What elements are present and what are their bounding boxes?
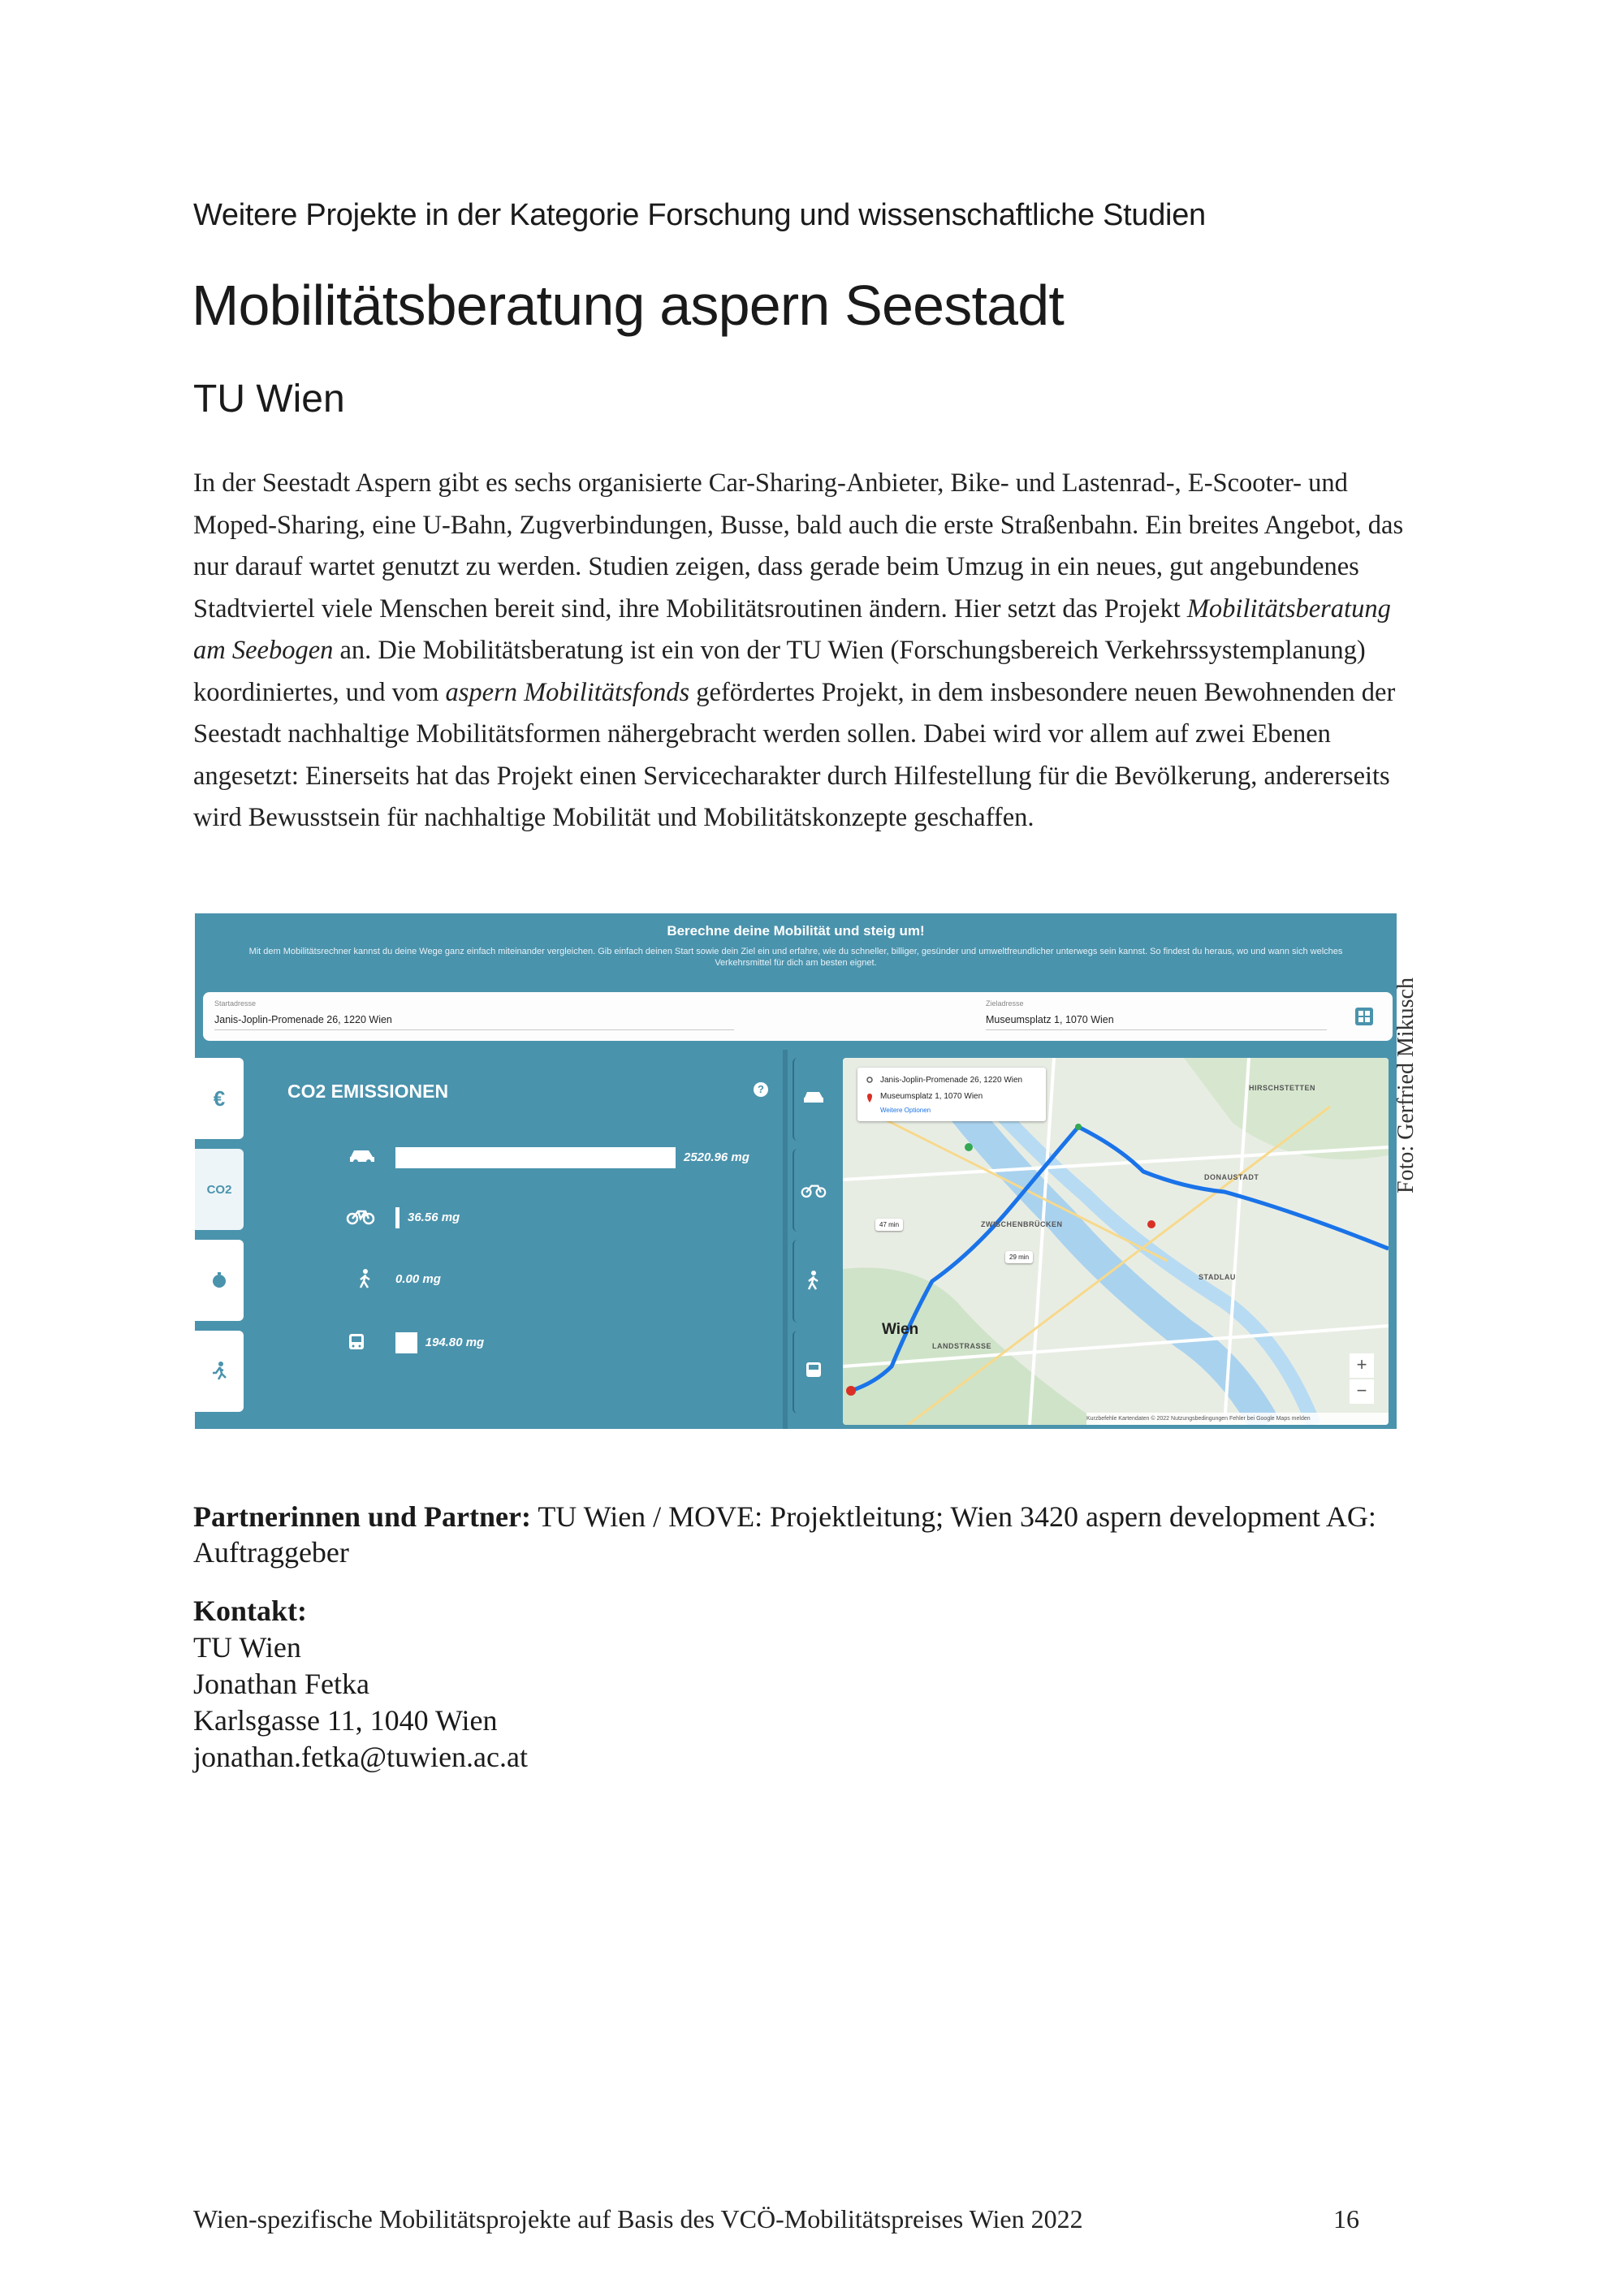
start-address-field[interactable] (203, 992, 771, 1041)
partners-text: TU Wien / MOVE: Projektleitung; Wien 3420 aspern development AG: Auftraggeber (193, 1500, 1376, 1569)
label-donaustadt: DONAUSTADT (1204, 1173, 1259, 1181)
car-icon (348, 1146, 377, 1165)
route-card[interactable] (857, 1068, 1046, 1121)
route-more-options[interactable]: Weitere Optionen (880, 1107, 931, 1114)
end-address-field[interactable] (771, 992, 1393, 1041)
route-time-chip-1[interactable]: 47 min (875, 1219, 903, 1231)
contact-email[interactable]: jonathan.fetka@tuwien.ac.at (193, 1741, 528, 1773)
project-title: Mobilitätsberatung aspern Seestadt (192, 274, 1065, 337)
label-landstrasse: LANDSTRASSE (932, 1342, 992, 1350)
fund-name-emphasis: aspern Mobilitätsfonds (445, 677, 690, 707)
calculator-screenshot (195, 913, 1397, 1429)
category-tabs (195, 1058, 245, 1429)
calculator-header (195, 913, 1397, 990)
zoom-out-button[interactable]: − (1350, 1379, 1374, 1404)
start-address-input[interactable]: Janis-Joplin-Promenade 26, 1220 Wien (214, 1014, 734, 1030)
value-walking: 0.00 mg (395, 1272, 441, 1286)
bar-car (395, 1147, 676, 1168)
help-icon[interactable]: ? (754, 1082, 768, 1097)
page-number: 16 (1333, 2204, 1359, 2233)
project-description (193, 463, 1427, 839)
route-start: Janis-Joplin-Promenade 26, 1220 Wien (880, 1076, 1023, 1085)
photo-credit: Foto: Gerfried Mikusch (1393, 978, 1419, 1193)
end-address-input[interactable]: Museumsplatz 1, 1070 Wien (986, 1014, 1327, 1030)
route-time-chip-2[interactable]: 29 min (1005, 1251, 1033, 1263)
contact-heading: Kontakt: (193, 1595, 308, 1627)
co2-panel (245, 1050, 783, 1429)
co2-panel-title: CO2 EMISSIONEN (287, 1081, 449, 1102)
panel-divider (783, 1050, 788, 1429)
zoom-in-button[interactable]: + (1350, 1353, 1374, 1378)
co2-icon: CO2 (206, 1182, 232, 1197)
stopwatch-icon (210, 1271, 228, 1289)
route-markers-icon (866, 1076, 874, 1103)
partners (193, 1499, 1460, 1570)
label-wien: Wien (882, 1321, 919, 1338)
contact-name: Jonathan Fetka (193, 1668, 369, 1700)
route-end: Museumsplatz 1, 1070 Wien (880, 1092, 983, 1101)
label-zwischenbruecken: ZWISCHENBRÜCKEN (981, 1220, 1063, 1228)
project-name-emphasis: Mobilitätsberatung am Seebogen (193, 593, 1391, 665)
mode-walking[interactable] (793, 1240, 835, 1323)
category-heading: Weitere Projekte in der Kategorie Forschung und wissenschaftliche Studien (193, 198, 1206, 232)
tab-health[interactable] (195, 1331, 244, 1412)
partners-label: Partnerinnen und Partner: (193, 1500, 531, 1533)
contact-organisation: TU Wien (193, 1631, 301, 1664)
euro-icon: € (213, 1085, 226, 1111)
value-bicycle: 36.56 mg (408, 1211, 460, 1224)
running-person-icon (210, 1362, 228, 1381)
calculator-subtitle: Mit dem Mobilitätsrechner kannst du deine Wege ganz einfach miteinander vergleichen. Gib einfach deinen Start sowie dein Ziel ein und erfahre, wie du schneller, billiger, gesünder und umweltfreundlicher unterwegs sein kannst. So findest du heraus, wo und wann sich welches Verkehrsmittel für dich am besten eignet. (248, 947, 1343, 968)
walking-mode-icon (806, 1271, 822, 1290)
bus-icon (346, 1332, 375, 1352)
start-address-label: Startadresse (214, 999, 257, 1008)
contact-address: Karlsgasse 11, 1040 Wien (193, 1704, 498, 1737)
car-mode-icon (802, 1089, 825, 1105)
transport-mode-selector (793, 1058, 838, 1429)
bicycle-icon (346, 1206, 375, 1226)
label-stadlau: STADLAU (1199, 1273, 1236, 1281)
project-organisation: TU Wien (193, 378, 345, 421)
tab-time[interactable] (195, 1240, 244, 1321)
description-part-2: an. Die Mobilitätsberatung ist ein von der TU Wien (Forschungsbereich Verkehrssystemplanung) koordiniertes, und vom (193, 636, 1366, 707)
description-part-3: gefördertes Projekt, in dem insbesondere neuen Bewohnenden der Seestadt nachhaltige Mobilitätsformen nähergebracht werden sollen. Dabei wird vor allem auf zwei Ebenen angesetzt: Einerseits hat das Projekt einen Servicecharakter durch Hilfestellung für die Bevölkerung, andererseits wird Bewusstsein für nachhaltige Mobilität und Mobilitätskonzepte geschaffen. (193, 677, 1396, 832)
mode-bicycle[interactable] (793, 1149, 835, 1232)
end-address-label: Zieladresse (986, 999, 1024, 1008)
mode-public-transport[interactable] (793, 1331, 835, 1413)
layout-toggle-icon[interactable] (1354, 1007, 1374, 1026)
page-footer: Wien-spezifische Mobilitätsprojekte auf Basis des VCÖ-Mobilitätspreises Wien 2022 (193, 2204, 1083, 2233)
mode-car[interactable] (793, 1058, 835, 1141)
map-attribution: Kurzbefehle Kartendaten © 2022 Nutzungsbedingungen Fehler bei Google Maps melden (1086, 1413, 1389, 1425)
calculator-title: Berechne deine Mobilität und steig um! (667, 923, 925, 939)
bar-bus (395, 1332, 417, 1353)
description-part-1: In der Seestadt Aspern gibt es sechs organisierte Car-Sharing-Anbieter, Bike- und Lastenrad-, E-Scooter- und Moped-Sharing, eine U-Bahn, Zugverbindungen, Busse, bald auch die erste Straßenbahn. Ein breites Angebot, das nur darauf wartet genutzt zu werden. Studien zeigen, dass gerade beim Umzug in ein neues, gut angebundenes Stadtviertel viele Menschen bereit sind, ihre Mobilitätsroutinen ändern. Hier setzt das Projekt (193, 468, 1404, 624)
walking-icon (351, 1269, 380, 1288)
tram-mode-icon (806, 1362, 822, 1379)
bar-bicycle (395, 1207, 400, 1228)
tab-co2[interactable] (195, 1149, 244, 1230)
value-car: 2520.96 mg (684, 1150, 749, 1164)
value-bus: 194.80 mg (425, 1336, 485, 1349)
label-hirschstetten: HIRSCHSTETTEN (1249, 1084, 1316, 1092)
bicycle-mode-icon (801, 1181, 827, 1199)
route-map[interactable] (843, 1058, 1389, 1425)
tab-cost[interactable] (195, 1058, 244, 1139)
